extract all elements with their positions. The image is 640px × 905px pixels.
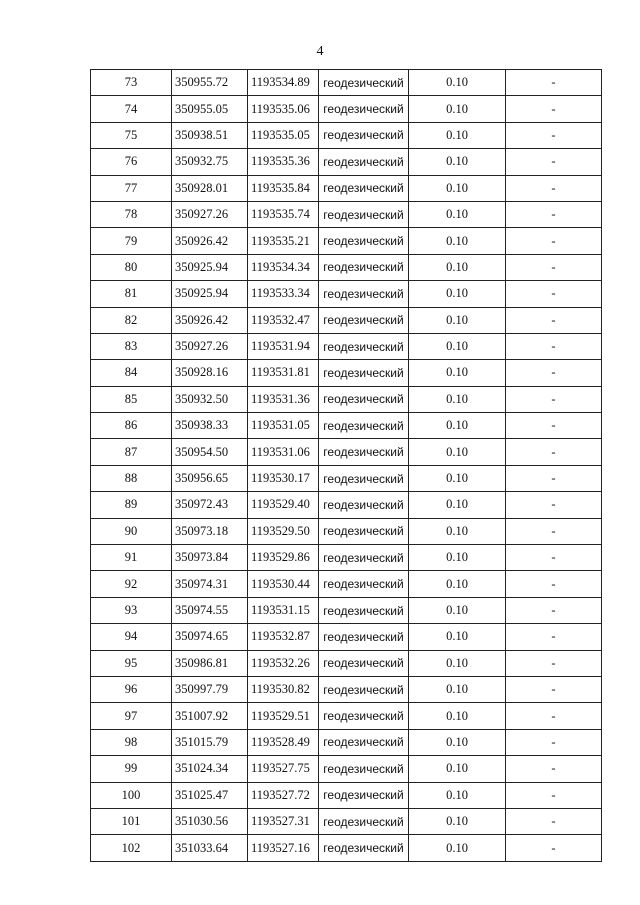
point-number-cell: 97	[91, 703, 172, 729]
method-cell: геодезический	[319, 333, 409, 359]
note-cell: -	[506, 729, 602, 755]
point-number-cell: 90	[91, 518, 172, 544]
table-row	[91, 122, 602, 148]
method-cell: геодезический	[319, 122, 409, 148]
note-cell: -	[506, 465, 602, 491]
method-cell: геодезический	[319, 175, 409, 201]
table-row	[91, 492, 602, 518]
x-coordinate-cell: 351030.56	[172, 808, 248, 834]
y-coordinate-cell: 1193530.17	[248, 465, 319, 491]
accuracy-cell: 0.10	[409, 597, 506, 623]
table-row	[91, 360, 602, 386]
y-coordinate-cell: 1193535.05	[248, 122, 319, 148]
x-coordinate-cell: 350928.01	[172, 175, 248, 201]
y-coordinate-cell: 1193534.34	[248, 254, 319, 280]
note-cell: -	[506, 201, 602, 227]
table-row	[91, 175, 602, 201]
note-cell: -	[506, 96, 602, 122]
accuracy-cell: 0.10	[409, 228, 506, 254]
y-coordinate-cell: 1193530.82	[248, 676, 319, 702]
y-coordinate-cell: 1193529.86	[248, 545, 319, 571]
table-row	[91, 281, 602, 307]
x-coordinate-cell: 350954.50	[172, 439, 248, 465]
table-row	[91, 149, 602, 175]
accuracy-cell: 0.10	[409, 122, 506, 148]
table-row	[91, 624, 602, 650]
accuracy-cell: 0.10	[409, 307, 506, 333]
y-coordinate-cell: 1193535.84	[248, 175, 319, 201]
table-row	[91, 756, 602, 782]
y-coordinate-cell: 1193527.31	[248, 808, 319, 834]
x-coordinate-cell: 350928.16	[172, 360, 248, 386]
table-row	[91, 676, 602, 702]
table-row	[91, 545, 602, 571]
x-coordinate-cell: 351024.34	[172, 756, 248, 782]
point-number-cell: 76	[91, 149, 172, 175]
y-coordinate-cell: 1193535.74	[248, 201, 319, 227]
x-coordinate-cell: 350986.81	[172, 650, 248, 676]
note-cell: -	[506, 624, 602, 650]
point-number-cell: 95	[91, 650, 172, 676]
x-coordinate-cell: 350938.33	[172, 413, 248, 439]
x-coordinate-cell: 350925.94	[172, 254, 248, 280]
note-cell: -	[506, 149, 602, 175]
accuracy-cell: 0.10	[409, 835, 506, 861]
note-cell: -	[506, 518, 602, 544]
note-cell: -	[506, 439, 602, 465]
accuracy-cell: 0.10	[409, 281, 506, 307]
point-number-cell: 101	[91, 808, 172, 834]
table-row	[91, 201, 602, 227]
method-cell: геодезический	[319, 254, 409, 280]
note-cell: -	[506, 597, 602, 623]
y-coordinate-cell: 1193531.81	[248, 360, 319, 386]
accuracy-cell: 0.10	[409, 756, 506, 782]
note-cell: -	[506, 703, 602, 729]
point-number-cell: 82	[91, 307, 172, 333]
point-number-cell: 80	[91, 254, 172, 280]
method-cell: геодезический	[319, 201, 409, 227]
y-coordinate-cell: 1193534.89	[248, 70, 319, 96]
accuracy-cell: 0.10	[409, 149, 506, 175]
table-row	[91, 386, 602, 412]
y-coordinate-cell: 1193532.47	[248, 307, 319, 333]
point-number-cell: 81	[91, 281, 172, 307]
method-cell: геодезический	[319, 228, 409, 254]
method-cell: геодезический	[319, 782, 409, 808]
note-cell: -	[506, 413, 602, 439]
method-cell: геодезический	[319, 756, 409, 782]
accuracy-cell: 0.10	[409, 465, 506, 491]
x-coordinate-cell: 350973.18	[172, 518, 248, 544]
point-number-cell: 73	[91, 70, 172, 96]
coordinates-table	[90, 69, 602, 862]
y-coordinate-cell: 1193527.75	[248, 756, 319, 782]
y-coordinate-cell: 1193529.40	[248, 492, 319, 518]
x-coordinate-cell: 350956.65	[172, 465, 248, 491]
x-coordinate-cell: 351007.92	[172, 703, 248, 729]
note-cell: -	[506, 492, 602, 518]
method-cell: геодезический	[319, 360, 409, 386]
x-coordinate-cell: 350974.31	[172, 571, 248, 597]
table-row	[91, 333, 602, 359]
x-coordinate-cell: 350955.05	[172, 96, 248, 122]
method-cell: геодезический	[319, 835, 409, 861]
accuracy-cell: 0.10	[409, 545, 506, 571]
point-number-cell: 89	[91, 492, 172, 518]
x-coordinate-cell: 351015.79	[172, 729, 248, 755]
point-number-cell: 75	[91, 122, 172, 148]
table-row	[91, 808, 602, 834]
y-coordinate-cell: 1193529.51	[248, 703, 319, 729]
point-number-cell: 87	[91, 439, 172, 465]
y-coordinate-cell: 1193535.21	[248, 228, 319, 254]
note-cell: -	[506, 835, 602, 861]
y-coordinate-cell: 1193531.94	[248, 333, 319, 359]
point-number-cell: 98	[91, 729, 172, 755]
y-coordinate-cell: 1193529.50	[248, 518, 319, 544]
accuracy-cell: 0.10	[409, 386, 506, 412]
accuracy-cell: 0.10	[409, 360, 506, 386]
note-cell: -	[506, 281, 602, 307]
y-coordinate-cell: 1193531.36	[248, 386, 319, 412]
x-coordinate-cell: 350938.51	[172, 122, 248, 148]
method-cell: геодезический	[319, 70, 409, 96]
y-coordinate-cell: 1193532.26	[248, 650, 319, 676]
note-cell: -	[506, 650, 602, 676]
point-number-cell: 91	[91, 545, 172, 571]
accuracy-cell: 0.10	[409, 624, 506, 650]
note-cell: -	[506, 122, 602, 148]
accuracy-cell: 0.10	[409, 439, 506, 465]
table-row	[91, 597, 602, 623]
point-number-cell: 74	[91, 96, 172, 122]
point-number-cell: 96	[91, 676, 172, 702]
point-number-cell: 99	[91, 756, 172, 782]
note-cell: -	[506, 333, 602, 359]
x-coordinate-cell: 350927.26	[172, 201, 248, 227]
accuracy-cell: 0.10	[409, 333, 506, 359]
method-cell: геодезический	[319, 597, 409, 623]
table-row	[91, 650, 602, 676]
table-row	[91, 96, 602, 122]
x-coordinate-cell: 350974.65	[172, 624, 248, 650]
method-cell: геодезический	[319, 439, 409, 465]
table-row	[91, 782, 602, 808]
y-coordinate-cell: 1193531.06	[248, 439, 319, 465]
method-cell: геодезический	[319, 307, 409, 333]
note-cell: -	[506, 756, 602, 782]
accuracy-cell: 0.10	[409, 703, 506, 729]
note-cell: -	[506, 808, 602, 834]
x-coordinate-cell: 350932.50	[172, 386, 248, 412]
table-row	[91, 254, 602, 280]
note-cell: -	[506, 228, 602, 254]
note-cell: -	[506, 254, 602, 280]
accuracy-cell: 0.10	[409, 808, 506, 834]
x-coordinate-cell: 350972.43	[172, 492, 248, 518]
method-cell: геодезический	[319, 545, 409, 571]
point-number-cell: 78	[91, 201, 172, 227]
point-number-cell: 85	[91, 386, 172, 412]
point-number-cell: 86	[91, 413, 172, 439]
accuracy-cell: 0.10	[409, 201, 506, 227]
method-cell: геодезический	[319, 808, 409, 834]
y-coordinate-cell: 1193535.06	[248, 96, 319, 122]
method-cell: геодезический	[319, 96, 409, 122]
table-row	[91, 70, 602, 96]
x-coordinate-cell: 350927.26	[172, 333, 248, 359]
note-cell: -	[506, 360, 602, 386]
table-row	[91, 307, 602, 333]
point-number-cell: 83	[91, 333, 172, 359]
y-coordinate-cell: 1193527.16	[248, 835, 319, 861]
method-cell: геодезический	[319, 492, 409, 518]
accuracy-cell: 0.10	[409, 650, 506, 676]
method-cell: геодезический	[319, 571, 409, 597]
table-row	[91, 465, 602, 491]
accuracy-cell: 0.10	[409, 492, 506, 518]
table-row	[91, 413, 602, 439]
point-number-cell: 88	[91, 465, 172, 491]
table-row	[91, 571, 602, 597]
note-cell: -	[506, 676, 602, 702]
note-cell: -	[506, 386, 602, 412]
table-row	[91, 703, 602, 729]
accuracy-cell: 0.10	[409, 518, 506, 544]
point-number-cell: 93	[91, 597, 172, 623]
accuracy-cell: 0.10	[409, 571, 506, 597]
point-number-cell: 79	[91, 228, 172, 254]
table-row	[91, 729, 602, 755]
table-row	[91, 518, 602, 544]
accuracy-cell: 0.10	[409, 413, 506, 439]
point-number-cell: 77	[91, 175, 172, 201]
method-cell: геодезический	[319, 281, 409, 307]
y-coordinate-cell: 1193535.36	[248, 149, 319, 175]
y-coordinate-cell: 1193531.05	[248, 413, 319, 439]
x-coordinate-cell: 350925.94	[172, 281, 248, 307]
page-number: 4	[316, 44, 324, 59]
method-cell: геодезический	[319, 465, 409, 491]
note-cell: -	[506, 175, 602, 201]
x-coordinate-cell: 350955.72	[172, 70, 248, 96]
y-coordinate-cell: 1193527.72	[248, 782, 319, 808]
accuracy-cell: 0.10	[409, 96, 506, 122]
y-coordinate-cell: 1193532.87	[248, 624, 319, 650]
note-cell: -	[506, 70, 602, 96]
table-row	[91, 835, 602, 861]
coordinates-table-body	[91, 70, 602, 862]
note-cell: -	[506, 545, 602, 571]
y-coordinate-cell: 1193528.49	[248, 729, 319, 755]
x-coordinate-cell: 350932.75	[172, 149, 248, 175]
point-number-cell: 84	[91, 360, 172, 386]
note-cell: -	[506, 571, 602, 597]
x-coordinate-cell: 350926.42	[172, 307, 248, 333]
x-coordinate-cell: 350974.55	[172, 597, 248, 623]
point-number-cell: 102	[91, 835, 172, 861]
point-number-cell: 94	[91, 624, 172, 650]
point-number-cell: 92	[91, 571, 172, 597]
method-cell: геодезический	[319, 518, 409, 544]
point-number-cell: 100	[91, 782, 172, 808]
accuracy-cell: 0.10	[409, 729, 506, 755]
note-cell: -	[506, 307, 602, 333]
method-cell: геодезический	[319, 624, 409, 650]
method-cell: геодезический	[319, 676, 409, 702]
method-cell: геодезический	[319, 386, 409, 412]
x-coordinate-cell: 350926.42	[172, 228, 248, 254]
x-coordinate-cell: 350997.79	[172, 676, 248, 702]
method-cell: геодезический	[319, 703, 409, 729]
method-cell: геодезический	[319, 729, 409, 755]
method-cell: геодезический	[319, 650, 409, 676]
x-coordinate-cell: 350973.84	[172, 545, 248, 571]
table-row	[91, 439, 602, 465]
method-cell: геодезический	[319, 413, 409, 439]
table-row	[91, 228, 602, 254]
y-coordinate-cell: 1193530.44	[248, 571, 319, 597]
x-coordinate-cell: 351033.64	[172, 835, 248, 861]
accuracy-cell: 0.10	[409, 782, 506, 808]
accuracy-cell: 0.10	[409, 70, 506, 96]
y-coordinate-cell: 1193531.15	[248, 597, 319, 623]
accuracy-cell: 0.10	[409, 175, 506, 201]
y-coordinate-cell: 1193533.34	[248, 281, 319, 307]
x-coordinate-cell: 351025.47	[172, 782, 248, 808]
note-cell: -	[506, 782, 602, 808]
accuracy-cell: 0.10	[409, 254, 506, 280]
accuracy-cell: 0.10	[409, 676, 506, 702]
method-cell: геодезический	[319, 149, 409, 175]
